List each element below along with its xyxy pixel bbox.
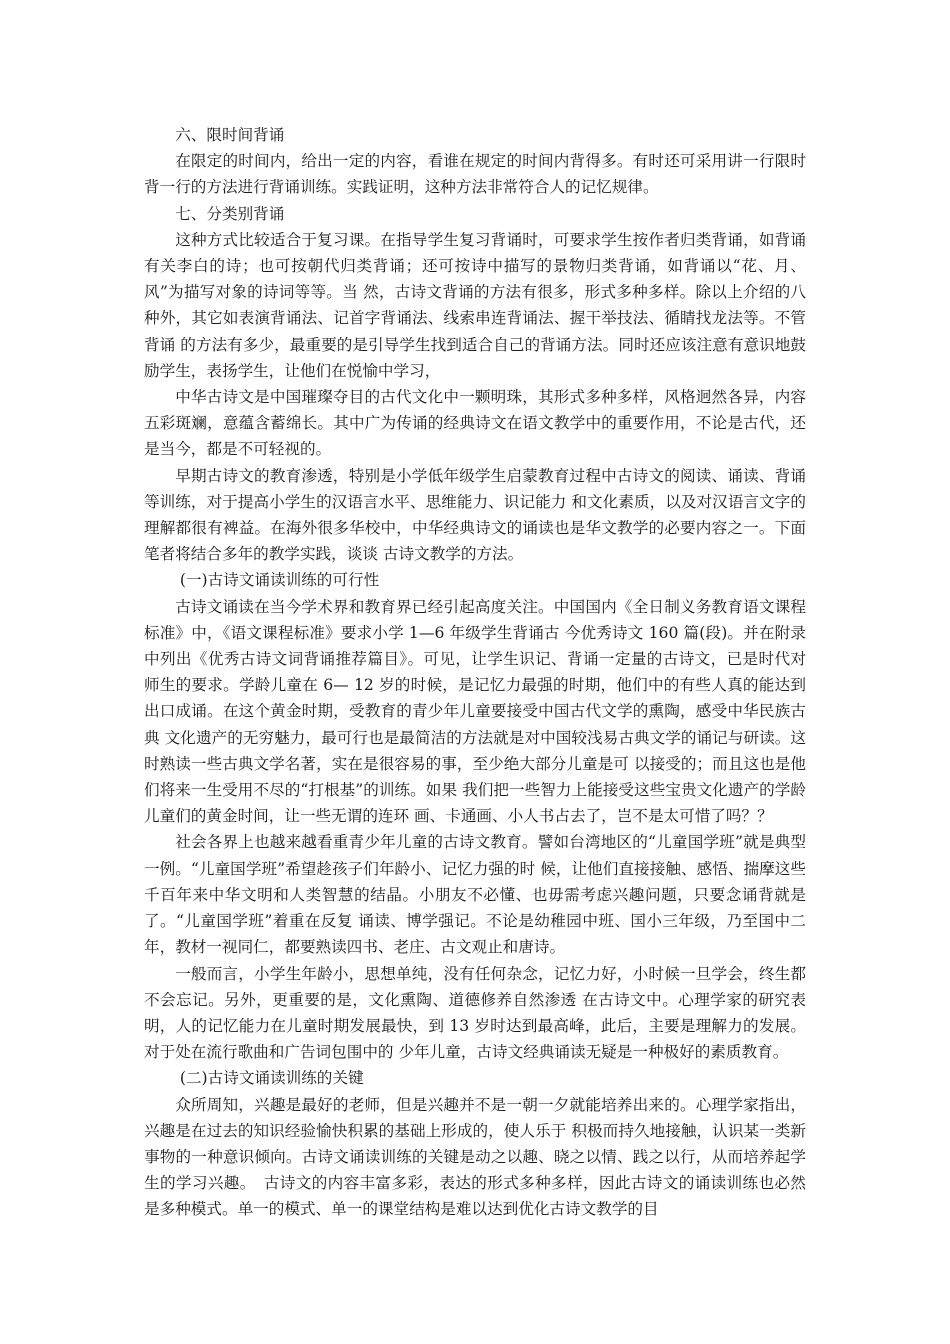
section-heading-6: 六、限时间背诵 xyxy=(175,126,285,144)
paragraph: 早期古诗文的教育渗透，特别是小学低年级学生启蒙教育过程中古诗文的阅读、诵读、背诵等训练，对于提高小学生的汉语言水平、思维能力、识记能力 和文化素质，以及对汉语言文字的理解都很有裨益。在海外很多华校中，中华经典诗文的诵读也是华文教学的必要内容之一。下面笔者将结合多年的教学实践，谈谈 古诗文教学的方法。 xyxy=(144,466,806,564)
paragraph: 在限定的时间内，给出一定的内容，看谁在规定的时间内背得多。有时还可采用讲一行限时背一行的方法进行背诵训练。实践证明，这种方法非常符合人的记忆规律。 xyxy=(144,152,806,197)
subsection-heading-1: (一)古诗文诵读训练的可行性 xyxy=(179,571,380,590)
paragraph: 这种方式比较适合于复习课。在指导学生复习背诵时，可要求学生按作者归类背诵，如背诵有关李白的诗；也可按朝代归类背诵；还可按诗中描写的景物归类背诵，如背诵以“花、月、风”为描写对象的诗词等等。当 然，古诗文背诵的方法有很多，形式多种多样。除以上介绍的八种外，其它如表演背诵法、记首字背诵法、线索串连背诵法、握干举技法、循睛找龙法等。不管背诵 的方法有多少，最重要的是引导学生找到适合自己的背诵方法。同时还应该注意有意识地鼓励学生，表扬学生，让他们在悦愉中学习， xyxy=(144,230,806,380)
document-body xyxy=(144,122,806,1223)
paragraph: 社会各界上也越来越看重青少年儿童的古诗文教育。譬如台湾地区的“儿童国学班”就是典型一例。“儿童国学班”希望趁孩子们年龄小、记忆力强的时 候，让他们直接接触、感悟、揣摩这些千百年来中华文明和人类智慧的结晶。小朋友不必懂、也毋需考虑兴趣问题，只要念诵背就是了。“儿童国学班”着重在反复 诵读、博学强记。不论是幼稚园中班、国小三年级，乃至国中二年，教材一视同仁，都要熟读四书、老庄、古文观止和唐诗。 xyxy=(144,833,806,957)
paragraph: 古诗文诵读在当今学术界和教育界已经引起高度关注。中国国内《全日制义务教育语文课程标准》中，《语文课程标准》要求小学 1—6 年级学生背诵古 今优秀诗文 160 篇(段)。并在附录中列出《优秀古诗文词背诵推荐篇目》。可见，让学生识记、背诵一定量的古诗文，已是时代对师生的要求。学龄儿童在 6— 12 岁的时候，是记忆力最强的时期，他们中的有些人真的能达到出口成诵。在这个黄金时期，受教育的青少年儿童要接受中国古代文学的熏陶，感受中华民族古典 文化遗产的无穷魅力，最可行也是最简洁的方法就是对中国较浅易古典文学的诵记与研读。这时熟读一些古典文学名著，实在是很容易的事，至少绝大部分儿童是可 以接受的；而且这也是他们将来一生受用不尽的“打根基”的训练。如果 我们把一些智力上能接受这些宝贵文化遗产的学龄儿童们的黄金时间，让一些无谓的连环 画、卡通画、小人书占去了，岂不是太可惜了吗？？ xyxy=(144,597,806,826)
paragraph: 众所周知，兴趣是最好的老师，但是兴趣并不是一朝一夕就能培养出来的。心理学家指出，兴趣是在过去的知识经验愉快积累的基础上形成的，使人乐于 积极而持久地接触，认识某一类新事物的一种意识倾向。古诗文诵读训练的关键是动之以趣、晓之以情、践之以行，从而培养起学生的学习兴趣。 古诗文的内容丰富多彩，表达的形式多种多样，因此古诗文的诵读训练也必然是多种模式。单一的模式、单一的课堂结构是难以达到优化古诗文教学的目 xyxy=(144,1095,806,1219)
paragraph: 一般而言，小学生年龄小，思想单纯，没有任何杂念，记忆力好，小时候一旦学会，终生都不会忘记。另外，更重要的是，文化熏陶、道德修养自然渗透 在古诗文中。心理学家的研究表明，人的记忆能力在儿童时期发展最快，到 13 岁时达到最高峰，此后，主要是理解力的发展。对于处在流行歌曲和广告词包围中的 少年儿童，古诗文经典诵读无疑是一种极好的素质教育。 xyxy=(144,964,806,1062)
section-heading-7: 七、分类别背诵 xyxy=(175,204,285,223)
subsection-heading-2: (二)古诗文诵读训练的关键 xyxy=(179,1069,364,1088)
paragraph: 中华古诗文是中国璀璨夺目的古代文化中一颗明珠，其形式多种多样，风格迥然各异，内容五彩斑斓，意蕴含蓄绵长。其中广为传诵的经典诗文在语文教学中的重要作用，不论是古代，还是当今，都是不可轻视的。 xyxy=(144,388,806,459)
